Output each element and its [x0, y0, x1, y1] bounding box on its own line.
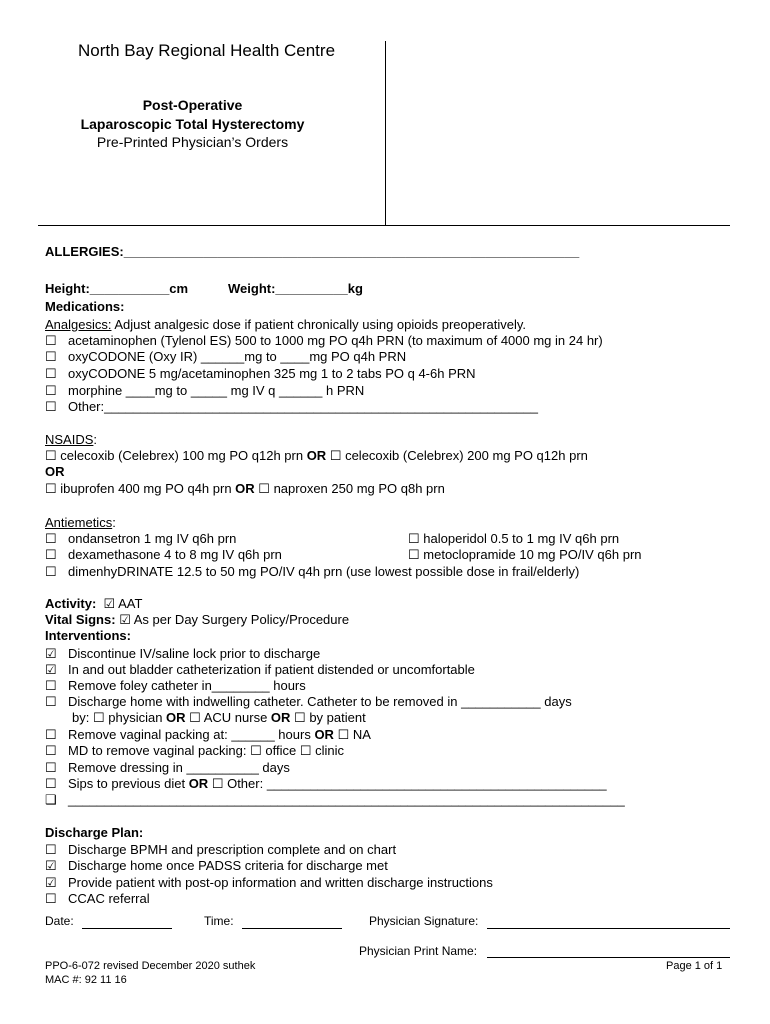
- page-number: Page 1 of 1: [666, 960, 723, 972]
- checkbox-icon[interactable]: ☐: [45, 399, 57, 414]
- nsaid-row-ibuprofen: [45, 481, 445, 497]
- nsaid-option-ibuprofen: ibuprofen 400 mg PO q4h prn: [60, 481, 236, 496]
- discharge-option[interactable]: [45, 858, 388, 874]
- md-packing-label: MD to remove vaginal packing:: [68, 743, 251, 758]
- packing-na-label: NA: [349, 727, 371, 742]
- analgesic-option[interactable]: [45, 383, 364, 399]
- checkbox-icon[interactable]: ☐: [45, 547, 57, 562]
- nsaid-option-celecoxib-100: celecoxib (Celebrex) 100 mg PO q12h prn: [60, 448, 307, 463]
- or-label: OR: [306, 448, 327, 463]
- intervention-label: Discharge home with indwelling catheter. Catheter to be removed in ___________ days: [68, 694, 572, 709]
- checkbox-icon[interactable]: ☐: [211, 776, 224, 791]
- checked-box-icon[interactable]: ☑: [45, 662, 57, 677]
- antiemetic-option[interactable]: [408, 547, 642, 563]
- facility-name: North Bay Regional Health Centre: [78, 41, 336, 60]
- checkbox-icon[interactable]: ☐: [408, 547, 420, 562]
- discharge-heading: Discharge Plan:: [45, 825, 144, 840]
- analgesic-label: oxyCODONE (Oxy IR) ______mg to ____mg PO q4h PRN: [68, 349, 407, 364]
- intervention-option[interactable]: [45, 662, 475, 678]
- date-label: Date:: [45, 914, 74, 928]
- header-divider-vertical: [385, 41, 386, 226]
- intervention-option[interactable]: [45, 776, 607, 792]
- checkbox-icon[interactable]: ☐: [189, 710, 201, 725]
- antiemetic-option[interactable]: [45, 531, 236, 547]
- antiemetic-label: metoclopramide 10 mg PO/IV q6h prn: [423, 547, 642, 562]
- antiemetic-label: dexamethasone 4 to 8 mg IV q6h prn: [68, 547, 282, 562]
- by-physician-label: physician: [104, 710, 167, 725]
- mac-number: MAC #: 92 11 16: [45, 974, 127, 986]
- discharge-option[interactable]: [45, 842, 396, 858]
- nsaid-row-celecoxib: [45, 448, 588, 464]
- analgesic-label: oxyCODONE 5 mg/acetaminophen 325 mg 1 to 2 tabs PO q 4-6h PRN: [68, 366, 476, 381]
- physician-signature-label: Physician Signature:: [369, 914, 479, 928]
- checkbox-icon[interactable]: ☐: [45, 531, 57, 546]
- packing-label: Remove vaginal packing at: ______ hours: [68, 727, 315, 742]
- checkbox-icon[interactable]: ☐: [45, 727, 57, 742]
- physician-signature-line[interactable]: [487, 928, 730, 929]
- intervention-label: Discontinue IV/saline lock prior to discharge: [68, 646, 321, 661]
- antiemetics-header: [45, 515, 116, 531]
- checkbox-icon[interactable]: ☐: [408, 531, 420, 546]
- antiemetic-option[interactable]: [45, 547, 282, 563]
- nsaids-header: [45, 432, 97, 448]
- form-id: PPO-6-072 revised December 2020 suthek: [45, 960, 256, 972]
- intervention-option[interactable]: [45, 727, 371, 743]
- activity-label: Activity:: [45, 596, 97, 611]
- checkbox-icon[interactable]: ☐: [45, 776, 57, 791]
- antiemetic-label: ondansetron 1 mg IV q6h prn: [68, 531, 237, 546]
- intervention-option[interactable]: [45, 694, 572, 710]
- physician-print-line[interactable]: [487, 957, 730, 958]
- intervention-option[interactable]: [45, 646, 320, 662]
- checkbox-icon[interactable]: ☐: [45, 333, 57, 348]
- checkbox-icon[interactable]: ☐: [45, 564, 57, 579]
- checkbox-icon[interactable]: ☐: [45, 842, 57, 857]
- interventions-heading: Interventions:: [45, 628, 131, 643]
- physician-print-label: Physician Print Name:: [359, 944, 478, 958]
- antiemetics-colon: :: [112, 515, 116, 530]
- time-input-line[interactable]: [242, 928, 342, 929]
- discharge-label: Provide patient with post-op information and written discharge instructions: [68, 875, 493, 890]
- sips-label: Sips to previous diet: [68, 776, 189, 791]
- nsaid-option-celecoxib-200: celecoxib (Celebrex) 200 mg PO q12h prn: [341, 448, 588, 463]
- nsaids-label: NSAIDS: [45, 432, 94, 447]
- checkbox-icon[interactable]: ☐: [294, 710, 306, 725]
- analgesic-option[interactable]: [45, 333, 603, 349]
- form-subtitle: Pre-Printed Physician’s Orders: [96, 134, 289, 150]
- filled-box-icon[interactable]: ❑: [45, 792, 57, 807]
- analgesic-option[interactable]: [45, 349, 406, 365]
- antiemetics-label: Antiemetics: [45, 515, 113, 530]
- checkbox-icon[interactable]: ☐: [329, 448, 342, 463]
- discharge-option[interactable]: [45, 875, 493, 891]
- checkbox-icon[interactable]: ☐: [299, 743, 312, 758]
- or-label: OR: [166, 710, 186, 725]
- or-label: OR: [188, 776, 209, 791]
- intervention-option[interactable]: [45, 743, 344, 759]
- analgesics-label: Analgesics:: [45, 317, 112, 332]
- checkbox-icon[interactable]: ☐: [45, 383, 57, 398]
- medications-heading: Medications:: [45, 299, 125, 314]
- checkbox-icon[interactable]: ☐: [45, 678, 57, 693]
- or-label: OR: [45, 464, 65, 479]
- clinic-label: clinic: [311, 743, 344, 758]
- height-field[interactable]: Height:___________cm: [45, 281, 189, 296]
- or-label: OR: [270, 710, 291, 725]
- vital-signs-label: Vital Signs:: [45, 612, 116, 627]
- blank-line[interactable]: _____________________________________________________________________________: [68, 792, 625, 807]
- by-acu-nurse-label: ACU nurse: [200, 710, 271, 725]
- antiemetic-label: dimenhyDRINATE 12.5 to 50 mg PO/IV q4h prn (use lowest possible dose in frail/elderly): [68, 564, 580, 579]
- intervention-option[interactable]: [45, 792, 625, 808]
- analgesic-option[interactable]: [45, 399, 538, 415]
- form-title-line1: Post-Operative: [142, 97, 243, 113]
- intervention-label: Remove foley catheter in________ hours: [68, 678, 306, 693]
- analgesic-label: Other:____________________________________________________________: [68, 399, 538, 414]
- checked-box-icon[interactable]: ☑: [119, 612, 131, 627]
- checkbox-icon[interactable]: ☐: [250, 743, 262, 758]
- checkbox-icon[interactable]: ☐: [92, 710, 105, 725]
- date-input-line[interactable]: [82, 928, 172, 929]
- discharge-label: CCAC referral: [68, 891, 150, 906]
- sips-other-label: Other: _______________________________________________: [223, 776, 607, 791]
- analgesic-label: acetaminophen (Tylenol ES) 500 to 1000 mg PO q4h PRN (to maximum of 4000 mg in 24 hr): [68, 333, 603, 348]
- dressing-label: Remove dressing in __________ days: [68, 760, 290, 775]
- analgesic-label: morphine ____mg to _____ mg IV q ______ h PRN: [68, 383, 365, 398]
- analgesic-option[interactable]: [45, 366, 476, 382]
- or-label: OR: [314, 727, 334, 742]
- checked-box-icon[interactable]: ☑: [103, 596, 116, 611]
- time-label: Time:: [204, 914, 234, 928]
- antiemetic-option[interactable]: [45, 564, 579, 580]
- analgesics-note: Adjust analgesic dose if patient chronically using opioids preoperatively.: [111, 317, 527, 332]
- weight-field[interactable]: Weight:__________kg: [228, 281, 363, 296]
- checked-box-icon[interactable]: ☑: [45, 646, 57, 661]
- nsaid-option-naproxen: naproxen 250 mg PO q8h prn: [269, 481, 445, 496]
- by-patient-label: by patient: [305, 710, 366, 725]
- vital-signs-value: As per Day Surgery Policy/Procedure: [133, 612, 350, 627]
- activity-row: [45, 596, 142, 612]
- checkbox-icon[interactable]: ☐: [45, 743, 57, 758]
- intervention-option[interactable]: [45, 760, 290, 776]
- form-title-line2: Laparoscopic Total Hysterectomy: [80, 116, 305, 132]
- checkbox-icon[interactable]: ☐: [258, 481, 270, 496]
- checkbox-icon[interactable]: ☐: [337, 727, 350, 742]
- checkbox-icon[interactable]: ☐: [45, 891, 57, 906]
- nsaids-colon: :: [93, 432, 98, 447]
- intervention-label: In and out bladder catheterization if patient distended or uncomfortable: [68, 662, 475, 677]
- checked-box-icon[interactable]: ☑: [45, 858, 57, 873]
- catheter-removal-by: [72, 710, 366, 726]
- checked-box-icon[interactable]: ☑: [45, 875, 57, 890]
- or-label: OR: [235, 481, 255, 496]
- discharge-label: Discharge home once PADSS criteria for discharge met: [68, 858, 388, 873]
- by-label: by:: [72, 710, 93, 725]
- antiemetic-label: haloperidol 0.5 to 1 mg IV q6h prn: [423, 531, 620, 546]
- intervention-option[interactable]: [45, 678, 306, 694]
- checkbox-icon[interactable]: ☐: [45, 448, 57, 463]
- activity-value: AAT: [118, 596, 143, 611]
- checkbox-icon[interactable]: ☐: [45, 481, 57, 496]
- checkbox-icon[interactable]: ☐: [45, 760, 57, 775]
- checkbox-icon[interactable]: ☐: [45, 694, 57, 709]
- office-label: office: [261, 743, 300, 758]
- header-divider-horizontal: [38, 225, 730, 226]
- analgesics-header: [45, 317, 526, 333]
- checkbox-icon[interactable]: ☐: [45, 366, 57, 381]
- antiemetic-option[interactable]: [408, 531, 619, 547]
- discharge-option[interactable]: [45, 891, 150, 907]
- allergies-field[interactable]: ALLERGIES:_______________________________________________________________: [45, 244, 580, 259]
- checkbox-icon[interactable]: ☐: [45, 349, 57, 364]
- vital-signs-row: [45, 612, 349, 628]
- discharge-label: Discharge BPMH and prescription complete and on chart: [68, 842, 397, 857]
